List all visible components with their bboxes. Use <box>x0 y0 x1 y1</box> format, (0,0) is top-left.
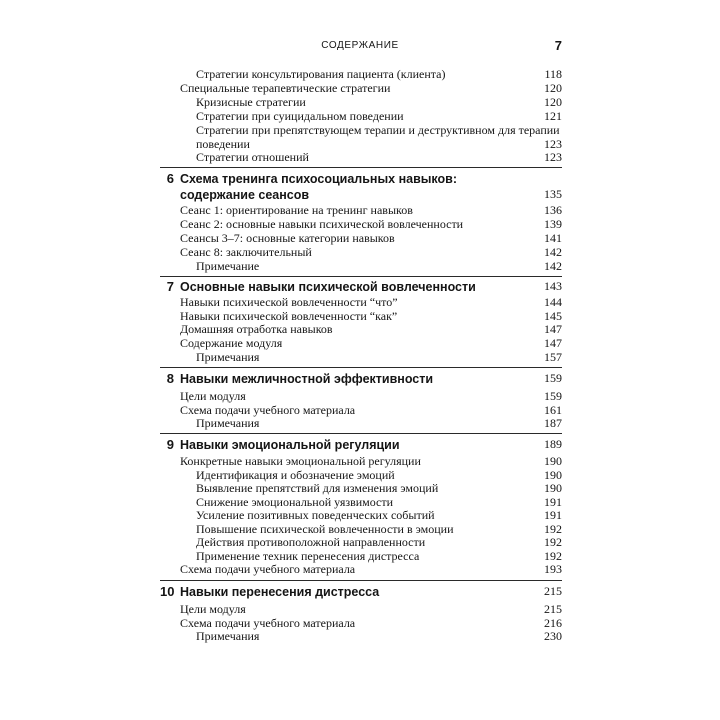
toc-entry[interactable] <box>196 629 562 644</box>
toc-entry-title: Сеанс 2: основные навыки психической вовлеченности <box>180 217 464 231</box>
chapter-title: Навыки межличностной эффективности <box>180 372 434 386</box>
toc-entry-title: Домашняя отработка навыков <box>180 322 333 336</box>
chapter-number: 8 <box>166 371 174 386</box>
toc-entry-title: Идентификация и обозначение эмоций <box>196 468 395 482</box>
chapter-page: 135 <box>544 187 562 201</box>
toc-entry-title: Кризисные стратегии <box>196 95 306 109</box>
toc-entry[interactable] <box>196 535 562 550</box>
toc-entry-page: 118 <box>544 67 562 81</box>
toc-entry[interactable] <box>196 350 562 365</box>
chapter-title: Основные навыки психической вовлеченности <box>180 280 476 294</box>
toc-entry[interactable] <box>196 150 562 165</box>
chapter-8-heading[interactable] <box>160 370 562 388</box>
toc-entry-page: 192 <box>544 549 562 563</box>
toc-entry-page: 192 <box>544 522 562 536</box>
toc-entry-page: 190 <box>544 454 562 468</box>
toc-entry-title: Выявление препятствий для изменения эмоций <box>196 481 439 495</box>
toc-entry-page: 215 <box>544 602 562 616</box>
chapter-number: 7 <box>166 279 174 294</box>
toc-entry[interactable] <box>196 95 562 110</box>
toc-entry-title: Навыки психической вовлеченности “что” <box>180 295 398 309</box>
toc-entry[interactable] <box>180 217 562 232</box>
chapter-7-heading[interactable] <box>160 278 562 296</box>
chapter-page: 159 <box>544 371 562 385</box>
chapter-divider <box>160 433 562 434</box>
chapter-divider <box>160 167 562 168</box>
toc-entry-title: Конкретные навыки эмоциональной регуляции <box>180 454 421 468</box>
toc-entry[interactable] <box>196 481 562 496</box>
chapter-page: 143 <box>544 279 562 293</box>
toc-entry-page: 190 <box>544 481 562 495</box>
toc-entry-page: 159 <box>544 389 562 403</box>
chapter-number: 6 <box>166 171 174 186</box>
toc-entry[interactable] <box>180 322 562 337</box>
toc-entry-title: Сеансы 3–7: основные категории навыков <box>180 231 395 245</box>
toc-entry-page: 193 <box>544 562 562 576</box>
toc-entry[interactable] <box>196 416 562 431</box>
toc-entry-title: Примечания <box>196 350 260 364</box>
toc-entry-page: 157 <box>544 350 562 364</box>
toc-entry-title: Сеанс 1: ориентирование на тренинг навыков <box>180 203 413 217</box>
toc-entry-page: 141 <box>544 231 562 245</box>
toc-entry-page: 216 <box>544 616 562 630</box>
toc-entry-title: Схема подачи учебного материала <box>180 562 356 576</box>
toc-entry-title: Навыки психической вовлеченности “как” <box>180 309 398 323</box>
toc-entry-page: 147 <box>544 336 562 350</box>
toc-entry-page: 123 <box>544 137 562 151</box>
toc-entry[interactable] <box>196 109 562 124</box>
running-head-page-number: 7 <box>554 38 562 53</box>
chapter-9-heading[interactable] <box>160 436 562 454</box>
toc-entry-title: Стратегии при препятствующем терапии и деструктивном для терапии <box>196 123 560 137</box>
chapter-number: 10 <box>160 584 175 599</box>
toc-entry-title: Применение техник перенесения дистресса <box>196 549 420 563</box>
toc-entry[interactable] <box>196 508 562 523</box>
toc-entry-title: Схема подачи учебного материала <box>180 616 356 630</box>
toc-entry-title: Специальные терапевтические стратегии <box>180 81 391 95</box>
toc-entry-page: 121 <box>544 109 562 123</box>
toc-entry-title: Снижение эмоциональной уязвимости <box>196 495 394 509</box>
chapter-divider <box>160 367 562 368</box>
toc-entry[interactable] <box>180 245 562 260</box>
toc-entry-title: поведении <box>196 137 250 151</box>
toc-entry-page: 190 <box>544 468 562 482</box>
chapter-title: Навыки эмоциональной регуляции <box>180 438 400 452</box>
chapter-divider <box>160 276 562 277</box>
chapter-6-heading[interactable] <box>160 170 562 204</box>
toc-entry-title: Стратегии при суицидальном поведении <box>196 109 404 123</box>
toc-entry[interactable] <box>180 295 562 310</box>
toc-entry-page: 144 <box>544 295 562 309</box>
toc-entry-page: 120 <box>544 81 562 95</box>
toc-entry[interactable] <box>180 231 562 246</box>
toc-entry[interactable] <box>196 123 562 138</box>
chapter-10-heading[interactable] <box>160 583 562 601</box>
toc-entry-page: 136 <box>544 203 562 217</box>
toc-entry-page: 161 <box>544 403 562 417</box>
toc-entry-title: Примечания <box>196 629 260 643</box>
chapter-page: 215 <box>544 584 562 598</box>
chapter-number: 9 <box>166 437 174 452</box>
toc-entry-page: 147 <box>544 322 562 336</box>
chapter-divider <box>160 580 562 581</box>
toc-entry[interactable] <box>196 67 562 82</box>
chapter-page: 189 <box>544 437 562 451</box>
chapter-title: Навыки перенесения дистресса <box>180 585 380 599</box>
toc-entry-title: Сеанс 8: заключительный <box>180 245 312 259</box>
toc-entry-title: Примечания <box>196 416 260 430</box>
chapter-title: Схема тренинга психосоциальных навыков: <box>180 172 458 186</box>
toc-entry-page: 145 <box>544 309 562 323</box>
toc-entry-title: Схема подачи учебного материала <box>180 403 356 417</box>
toc-entry-page: 230 <box>544 629 562 643</box>
toc-entry[interactable] <box>180 389 562 404</box>
toc-entry-page: 142 <box>544 259 562 273</box>
running-head <box>0 38 720 56</box>
toc-entry-title: Цели модуля <box>180 602 246 616</box>
toc-entry[interactable] <box>180 336 562 351</box>
toc-entry[interactable] <box>196 259 562 274</box>
toc-entry[interactable] <box>180 81 562 96</box>
toc-entry-title: Повышение психической вовлеченности в эмоции <box>196 522 454 536</box>
toc-entry-title: Цели модуля <box>180 389 246 403</box>
toc-entry[interactable] <box>180 203 562 218</box>
running-head-title: СОДЕРЖАНИЕ <box>321 40 399 51</box>
toc-entry-page: 123 <box>544 150 562 164</box>
toc-entry-page: 139 <box>544 217 562 231</box>
chapter-title-line2: содержание сеансов <box>180 188 310 202</box>
toc-entry-page: 191 <box>544 495 562 509</box>
toc-entry-title: Стратегии отношений <box>196 150 309 164</box>
toc-entry-page: 187 <box>544 416 562 430</box>
toc-entry-title: Стратегии консультирования пациента (клиента) <box>196 67 446 81</box>
toc-entry-title: Примечание <box>196 259 260 273</box>
toc-entry-page: 142 <box>544 245 562 259</box>
toc-entry-page: 120 <box>544 95 562 109</box>
toc-entry-title: Действия противоположной направленности <box>196 535 426 549</box>
toc-entry[interactable] <box>180 602 562 617</box>
toc-entry-page: 192 <box>544 535 562 549</box>
toc-entry[interactable] <box>180 454 562 469</box>
toc-entry-title: Усиление позитивных поведенческих событий <box>196 508 435 522</box>
toc-entry[interactable] <box>180 562 562 577</box>
toc-entry-title: Содержание модуля <box>180 336 283 350</box>
toc-entry-page: 191 <box>544 508 562 522</box>
